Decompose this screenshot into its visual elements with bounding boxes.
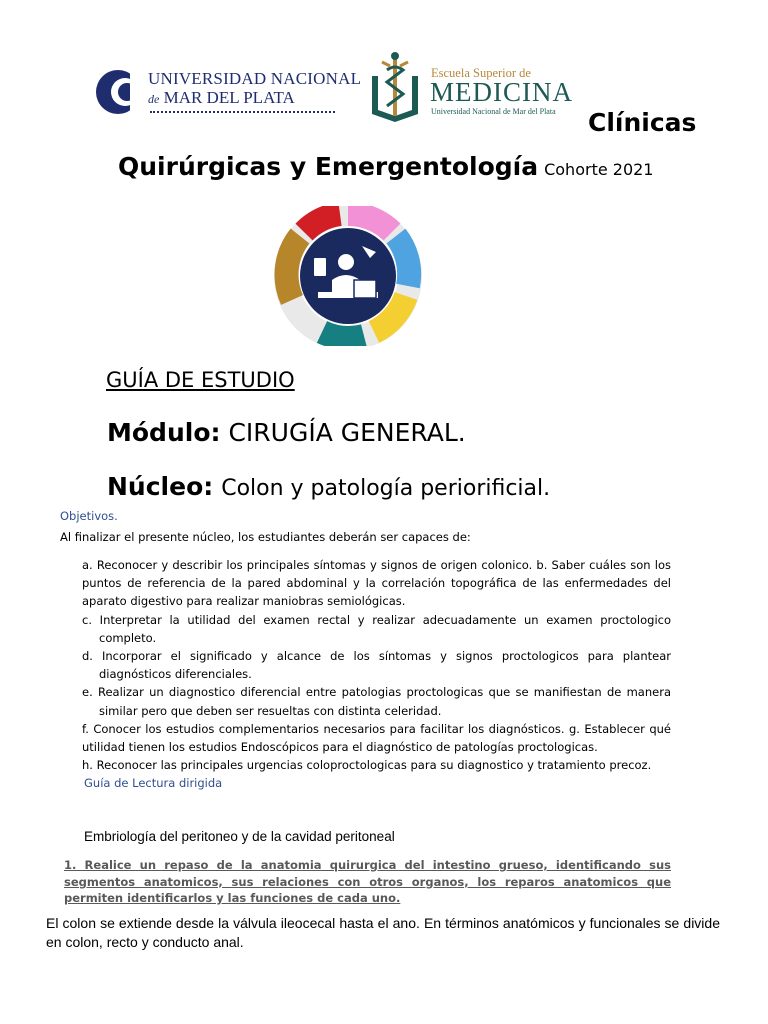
- unmdp-logo-city: MAR DEL PLATA: [163, 88, 295, 107]
- module-label: Módulo:: [107, 418, 221, 447]
- unmdp-logo-line1: UNIVERSIDAD NACIONAL: [148, 69, 362, 88]
- universidad-nacional-mar-del-plata-logo: [94, 66, 362, 118]
- unmdp-logo-dotted-rule: [150, 111, 335, 113]
- objectives-list: [82, 556, 671, 774]
- escuela-superior-medicina-logo: [368, 50, 578, 126]
- surgery-emblem: [274, 206, 422, 346]
- nucleus-label: Núcleo:: [107, 472, 214, 501]
- colon-answer-paragraph: El colon se extiende desde la válvula ileocecal hasta el ano. En términos anatómicos y funcionales se divide en colon, recto y conducto anal.: [46, 915, 720, 950]
- question-1: 1. Realice un repaso de la anatomia quirurgica del intestino grueso, identificando sus segmentos anatomicos, sus relaciones con otros organos, los reparos anatomicos que permiten identificarlos y las funciones de cada uno.: [64, 858, 671, 905]
- objective-item-f: f. Conocer los estudios complementarios necesarios para facilitar los diagnósticos. g. Establecer qué utilidad tienen los estudios Endoscópicos para el diagnóstico de patologías proctologicas.: [82, 721, 671, 755]
- medicina-logo-line2: MEDICINA: [430, 77, 573, 107]
- nucleus-value: Colon y patología periorificial.: [221, 476, 551, 501]
- module-value: CIRUGÍA GENERAL.: [228, 418, 466, 447]
- objectives-intro: Al finalizar el presente núcleo, los estudiantes deberán ser capaces de:: [60, 530, 471, 544]
- study-guide-heading: GUÍA DE ESTUDIO: [106, 368, 295, 392]
- medicina-logo-line3: Universidad Nacional de Mar del Plata: [431, 107, 556, 116]
- document-title-line2: [118, 152, 653, 181]
- objective-item-h: h. Reconocer las principales urgencias coloproctologicas para su diagnostico y tratamiento precoz.: [82, 758, 652, 773]
- cohort-label: Cohorte 2021: [544, 160, 654, 179]
- unmdp-logo-line2: [148, 88, 295, 108]
- medicina-logo-line1: Escuela Superior de: [431, 66, 531, 80]
- surgeon-operating-icon: [274, 206, 422, 346]
- nucleus-line: [107, 472, 550, 501]
- module-line: [107, 418, 466, 447]
- objective-item-c: c. Interpretar la utilidad del examen rectal y realizar adecuadamente un examen proctologico completo.: [82, 612, 671, 645]
- unmdp-emblem-icon: [94, 68, 144, 116]
- objective-item-e: e. Realizar un diagnostico diferencial entre patologias proctologicas que se manifiestan de manera similar pero que deben ser resueltas con distinta celeridad.: [82, 685, 671, 718]
- document-title-line1: Clínicas: [588, 108, 697, 137]
- objective-item-d: d. Incorporar el significado y alcance de los síntomas y signos proctologicos para plantear diagnósticos diferenciales.: [82, 649, 671, 682]
- objective-item-a: a. Reconocer y describir los principales síntomas y signos de origen colonico. b. Saber cuáles son los puntos de referencia de la pared abdominal y la correlación topográfica de las enfermedades del aparato digestivo para realizar maniobras semiológicas.: [82, 558, 671, 609]
- reading-guide-label: Guía de Lectura dirigida: [84, 776, 223, 790]
- objectives-label: Objetivos.: [60, 509, 118, 523]
- embryology-section-title: Embriología del peritoneo y de la cavidad peritoneal: [84, 829, 395, 844]
- medicine-caduceus-book-icon: [368, 50, 422, 126]
- unmdp-logo-de: de: [148, 92, 160, 106]
- document-title-main: Quirúrgicas y Emergentología: [118, 152, 539, 181]
